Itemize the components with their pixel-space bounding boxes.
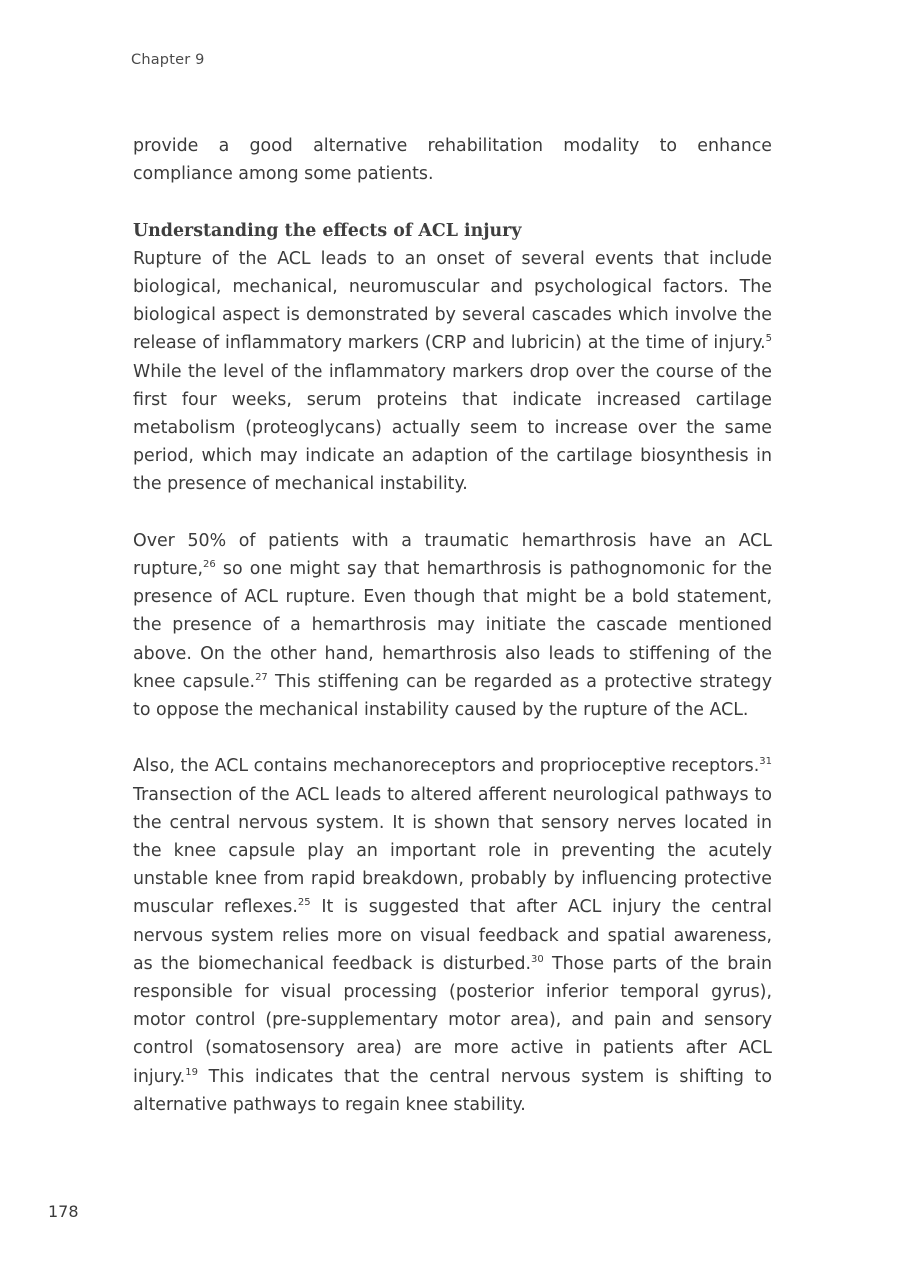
paragraph-3 [133, 752, 772, 1119]
citation-ref: 27 [255, 672, 268, 684]
citation-ref: 30 [531, 954, 544, 966]
paragraph-1-text: While the level of the inflammatory markers drop over the course of the first four weeks, serum proteins that indicate increased cartilage metabolism (proteoglycans) actually seem to increase over the same period, which may indicate an adaption of the cartilage biosynthesis in the presence of mechanical instability. [133, 361, 772, 495]
paragraph-2-text: Over 50% of patients with a traumatic hemarthrosis have an ACL rupture, [133, 530, 772, 580]
paragraph-1 [133, 245, 772, 499]
page-number: 178 [48, 1202, 79, 1221]
paragraph-intro: provide a good alternative rehabilitation modality to enhance compliance among some patients. [133, 136, 772, 185]
paragraph-3-text: Also, the ACL contains mechanoreceptors and proprioceptive receptors. [133, 756, 760, 777]
paragraph-3-text: Transection of the ACL leads to altered afferent neurological pathways to the central nervous system. It is shown that sensory nerves located in the knee capsule play an important role in preventing the acutely unstable knee from rapid breakdown, probably by influencing protective muscular reflexes. [133, 784, 772, 918]
paragraph-2-text: so one might say that hemarthrosis is pathognomonic for the presence of ACL rupture. Even though that might be a bold statement, the presence of a hemarthrosis may initiate the cascade mentioned above. On the other hand, hemarthrosis also leads to stiffening of the knee capsule. [133, 559, 772, 692]
paragraph-3-text: It is suggested that after ACL injury the central nervous system relies more on visual feedback and spatial awareness, as the biomechanical feedback is disturbed. [133, 897, 772, 974]
citation-ref: 25 [297, 897, 311, 909]
citation-ref: 19 [185, 1066, 198, 1078]
paragraph-3-text: Those parts of the brain responsible for visual processing (posterior inferior temporal gyrus), motor control (pre-supplementary motor area), and pain and sensory control (somatosensory area) are more active in patients after ACL injury. [133, 953, 772, 1087]
paragraph-3-text: This indicates that the central nervous system is shifting to alternative pathways to regain knee stability. [133, 1066, 772, 1115]
paragraph-1-text: Rupture of the ACL leads to an onset of several events that include biological, mechanical, neuromuscular and psychological factors. The biological aspect is demonstrated by several cascades which involve the release of inflammatory markers (CRP and lubricin) at the time of injury. [133, 248, 772, 354]
paragraph-2 [133, 527, 772, 724]
paragraph-2-text: This stiffening can be regarded as a protective strategy to oppose the mechanical instability caused by the rupture of the ACL. [133, 671, 772, 721]
citation-ref: 26 [203, 559, 216, 571]
citation-ref: 31 [759, 756, 772, 768]
body-text [133, 132, 772, 1119]
section-heading: Understanding the effects of ACL injury [133, 220, 522, 241]
citation-ref: 5 [765, 333, 772, 345]
running-head: Chapter 9 [131, 52, 205, 68]
